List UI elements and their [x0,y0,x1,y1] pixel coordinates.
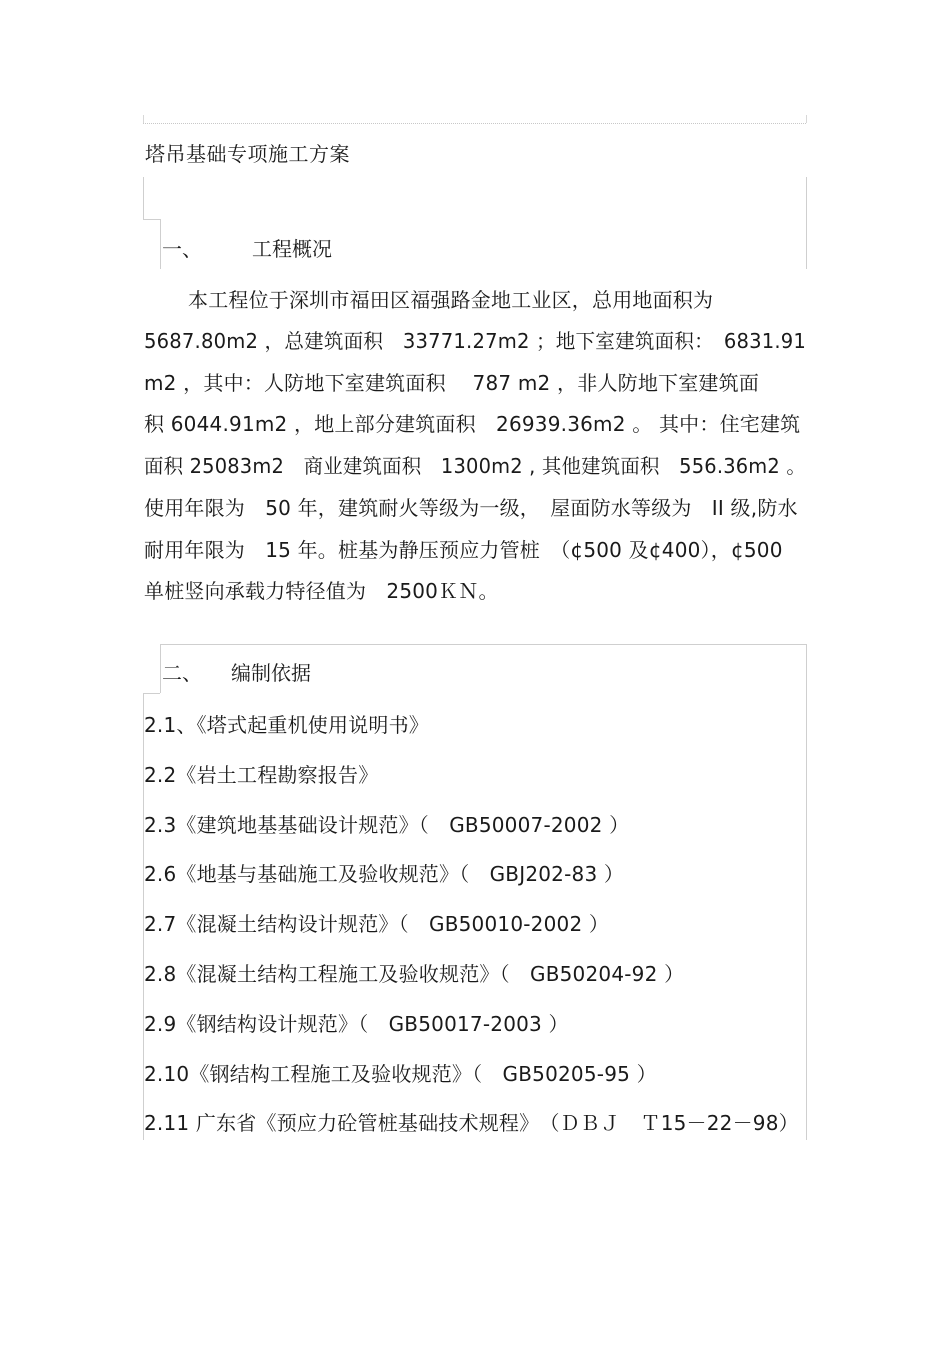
section1-heading: 工程概况 [252,237,332,261]
reference-item: 2.8《混凝土结构工程施工及验收规范》（ GB50204-92 ） [144,962,685,986]
overview-line-7: 耐用年限为 15 年。桩基为静压预应力管桩 （¢500 及¢400），¢500 [144,538,783,562]
overview-line-1: 本工程位于深圳市福田区福强路金地工业区，总用地面积为 [188,288,714,312]
overview-line-5: 面积 25083m2 商业建筑面积 1300m2 , 其他建筑面积 556.36m2 。 [144,454,806,478]
section1-number: 一、 [162,237,202,261]
overview-line-2: 5687.80m2 ，总建筑面积 33771.27m2 ；地下室建筑面积： 6831.91 [144,329,807,353]
reference-item: 2.9《钢结构设计规范》（ GB50017-2003 ） [144,1012,569,1036]
overview-line-8: 单桩竖向承载力特径值为 2500ＫＮ。 [144,579,499,603]
reference-item: 2.10《钢结构工程施工及验收规范》（ GB50205-95 ） [144,1062,657,1086]
section2-frame-tick [143,693,160,694]
section1-frame-inner [160,219,161,269]
section2-heading: 编制依据 [231,661,311,685]
overview-line-3: m2 ，其中：人防地下室建筑面积 787 m2 ，非人防地下室建筑面 [144,371,760,395]
document-title: 塔吊基础专项施工方案 [145,142,350,166]
section2-frame-top [160,644,806,645]
page-frame-top-line [143,123,806,124]
section1-frame-tick [143,219,160,220]
reference-item: 2.2《岩土工程勘察报告》 [144,763,379,787]
section1-frame-left [143,177,144,219]
page-frame-corner-left [143,115,144,123]
reference-item: 2.1、《塔式起重机使用说明书》 [144,713,430,737]
reference-item: 2.7《混凝土结构设计规范》（ GB50010-2002 ） [144,912,610,936]
overview-line-6: 使用年限为 50 年，建筑耐火等级为一级， 屋面防水等级为 II 级,防水 [144,496,798,520]
section2-number: 二、 [162,661,202,685]
section2-frame-inner [160,644,161,693]
section1-frame-right [806,177,807,269]
section2-frame-right [806,644,807,1140]
reference-item: 2.6《地基与基础施工及验收规范》（ GBJ202-83 ） [144,862,625,886]
reference-item: 2.3《建筑地基基础设计规范》（ GB50007-2002 ） [144,813,630,837]
page-frame-corner-right [806,115,807,123]
reference-item: 2.11 广东省《预应力砼管桩基础技术规程》 （ＤＢＪ Ｔ15－22－98） [144,1111,799,1135]
overview-line-4: 积 6044.91m2 ，地上部分建筑面积 26939.36m2 。 其中：住宅建筑 [144,412,801,436]
